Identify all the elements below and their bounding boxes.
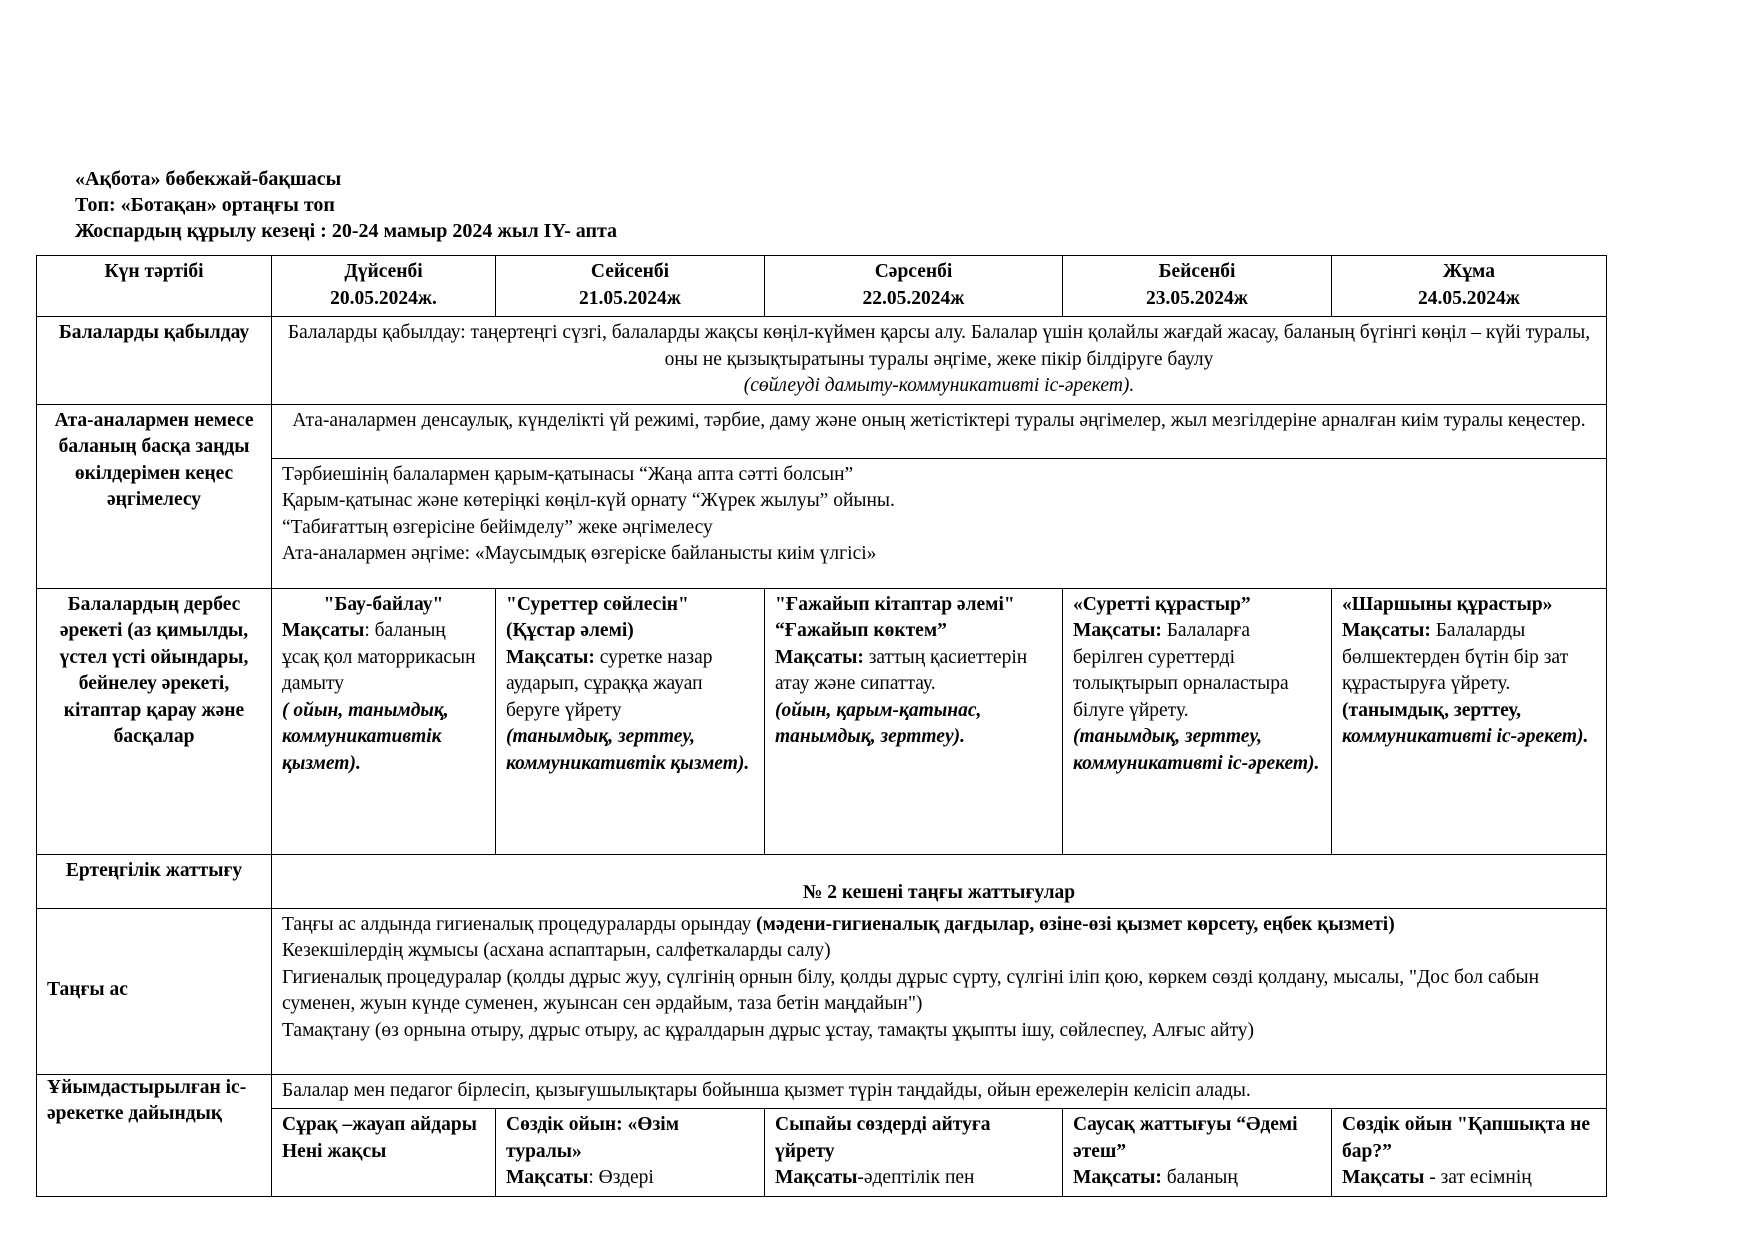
goal-label: Мақсаты: (775, 646, 864, 668)
activity-cell-friday (1332, 588, 1607, 854)
prep-title: Саусақ жаттығуы “Әдемі әтеш” (1073, 1114, 1298, 1162)
goal-label: Мақсаты (775, 1167, 858, 1188)
activity-note-bold: (танымдық, зерттеу, (1342, 699, 1521, 721)
reception-note: (сөйлеуді дамыту-коммуникативті іс-әрекет). (743, 375, 1135, 396)
parents-activity-item: Ата-аналармен әңгіме: «Маусымдық өзгеріске байланысты киім үлгісі» (282, 543, 877, 564)
header-day-friday: Жұма 24.05.2024ж (1332, 256, 1607, 317)
parents-activities-cell (272, 458, 1607, 588)
header-day-thursday: Бейсенбі 23.05.2024ж (1063, 256, 1332, 317)
activity-cell-monday (272, 588, 496, 854)
goal-text: : Өздері (588, 1167, 654, 1188)
activity-note: (танымдық, зерттеу, коммуникативті іс-әрекет). (1073, 726, 1320, 774)
goal-text: баланың (1161, 1167, 1238, 1188)
table-row-breakfast (37, 908, 1607, 1074)
activity-note: ( ойын, танымдық, коммуникативтік қызмет). (282, 699, 449, 774)
prep-cell-monday (272, 1109, 496, 1197)
table-row-organized-prep-1 (37, 1074, 1607, 1109)
breakfast-line2: Кезекшілердің жұмысы (асхана аспаптарын, салфеткаларды салу) (282, 940, 831, 961)
goal-text: -әдептілік пен (857, 1167, 975, 1188)
breakfast-line3: Гигиеналық процедуралар (қолды дұрыс жуу, сүлгінің орнын білу, қолды дұрыс сүрту, сүлгіні іліп қою, көркем сөзді қолдану, мысалы, "Дос бол сабын суменен, жуын күнде суменен, жуынсан сен әрдайым, таза бетін маңдайын") (282, 966, 1540, 1014)
goal-label: Мақсаты: (1073, 1167, 1162, 1188)
row-label-independent-activity: Балалардың дербес әрекеті (аз қимылды, үстел үсті ойындары, бейнелеу әрекеті, кітаптар қарау және басқалар (37, 588, 272, 854)
breakfast-line4: Тамақтану (өз орнына отыру, дұрыс отыру, ас құралдарын дұрыс ұстау, тамақты ұқыпты ішу, сөйлеспеу, Алғыс айту) (282, 1019, 1255, 1041)
prep-cell-thursday (1063, 1109, 1332, 1197)
goal-text: заттың қасиеттерін атау және сипаттау. (775, 646, 1028, 694)
reception-text: Балаларды қабылдау: таңертеңгі сүзгі, балаларды жақсы көңіл-күймен қарсы алу. Балалар үшін қолайлы жағдай жасау, баланың бүгінгі көңіл – күйі туралы, оны не қызықтыратыны туралы әңгіме, жеке пікір білдіруге баулу (287, 322, 1591, 370)
table-row-parents-2 (37, 458, 1607, 588)
goal-label: Мақсаты (506, 1167, 589, 1188)
goal-text: суретке назар аударып, сұраққа жауап беруге үйрету (506, 646, 713, 721)
prep-title: Сыпайы сөздерді айтуға үйрету (775, 1114, 991, 1162)
plan-period: Жоспардың құрылу кезеңі : 20-24 мамыр 2024 жыл IY- апта (75, 220, 618, 242)
goal-label: Мақсаты: (506, 646, 595, 668)
kindergarten-name: «Ақбота» бөбекжай-бақшасы (75, 168, 342, 190)
activity-note: коммуникативті іс-әрекет). (1342, 726, 1589, 747)
goal-text: Балаларға берілген суреттерді толықтырып орналастыра білуге үйрету. (1073, 620, 1289, 721)
activity-title: "Суреттер сөйлесін" (Құстар әлемі) (506, 593, 689, 641)
prep-cell-friday (1332, 1109, 1607, 1197)
prep-cell-tuesday (496, 1109, 765, 1197)
row-label-reception: Балаларды қабылдау (37, 317, 272, 405)
activity-title: «Суретті құрастыр” (1073, 593, 1251, 615)
prep-title: Сөздік ойын: «Өзім туралы» (506, 1114, 679, 1162)
row-label-breakfast: Таңғы ас (37, 908, 272, 1074)
goal-label: Мақсаты: (1073, 620, 1162, 641)
activity-title: "Бау-байлау" (323, 593, 444, 615)
prep-title-2: Нені жақсы (282, 1140, 387, 1162)
parents-activity-item: “Табиғаттың өзгерісіне бейімделу” жеке әңгімелесу (282, 516, 713, 538)
goal-text: - зат есімнің (1424, 1167, 1532, 1188)
header-day-monday: Дүйсенбі 20.05.2024ж. (272, 256, 496, 317)
row-label-morning-exercise: Ертеңгілік жаттығу (37, 854, 272, 908)
header-day-wednesday: Сәрсенбі 22.05.2024ж (765, 256, 1063, 317)
header-daily-routine: Күн тәртібі (37, 256, 272, 317)
parents-consultation-text: Ата-аналармен денсаулық, күнделікті үй режимі, тәрбие, даму және оның жетістіктері туралы әңгімелер, жыл мезгілдеріне арналған киім туралы кеңестер. (272, 404, 1607, 458)
activity-title: «Шаршыны құрастыр» (1342, 593, 1553, 615)
activity-cell-tuesday (496, 588, 765, 854)
activity-title: "Ғажайып кітаптар әлемі" “Ғажайып көктем” (775, 593, 1015, 641)
goal-text: Балаларды бөлшектерден бүтін бір зат құрастыруға үйрету. (1342, 620, 1569, 694)
row-label-parents: Ата-аналармен немесе баланың басқа заңды өкілдерімен кеңес әңгімелесу (37, 404, 272, 588)
table-row-parents-1 (37, 404, 1607, 458)
table-row-reception (37, 317, 1607, 405)
goal-label: Мақсаты (282, 620, 365, 641)
goal-text: : баланың ұсақ қол маторрикасын дамыту (282, 620, 476, 694)
morning-exercise-text: № 2 кешені таңғы жаттығулар (272, 854, 1607, 908)
parents-activity-item: Тәрбиешінің балалармен қарым-қатынасы “Жаңа апта сәтті болсын” (282, 463, 854, 485)
reception-cell (272, 317, 1607, 405)
prep-title: Сөздік ойын "Қапшықта не бар?” (1342, 1114, 1590, 1162)
activity-cell-wednesday (765, 588, 1063, 854)
prep-cell-wednesday (765, 1109, 1063, 1197)
organized-prep-intro: Балалар мен педагог бірлесіп, қызығушылықтары бойынша қызмет түрін таңдайды, ойын ережелерін келісіп алады. (272, 1074, 1607, 1109)
prep-title: Сұрақ –жауап айдары (282, 1114, 477, 1135)
document-header (75, 166, 617, 244)
row-label-organized-prep: Ұйымдастырылған іс-әрекетке дайындық (37, 1074, 272, 1196)
breakfast-cell (272, 908, 1607, 1074)
table-header-row (37, 256, 1607, 317)
activity-note: (танымдық, зерттеу, коммуникативтік қызмет). (506, 726, 750, 774)
parents-activity-item: Қарым-қатынас және көтеріңкі көңіл-күй орнату “Жүрек жылуы” ойыны. (282, 490, 895, 511)
header-day-tuesday: Сейсенбі 21.05.2024ж (496, 256, 765, 317)
goal-label: Мақсаты: (1342, 620, 1431, 641)
table-row-morning-exercise (37, 854, 1607, 908)
table-row-independent-activity (37, 588, 1607, 854)
goal-label: Мақсаты (1342, 1167, 1425, 1188)
activity-note: (ойын, қарым-қатынас, танымдық, зерттеу). (775, 699, 982, 747)
table-row-organized-prep-2 (37, 1109, 1607, 1197)
activity-cell-thursday (1063, 588, 1332, 854)
breakfast-line1-bold: (мәдени-гигиеналық дағдылар, өзіне-өзі қызмет көрсету, еңбек қызметі) (756, 913, 1395, 935)
breakfast-line1: Таңғы ас алдында гигиеналық процедураларды орындау (282, 913, 757, 935)
group-name: Топ: «Ботақан» ортаңғы топ (75, 194, 335, 216)
weekly-plan-table (36, 255, 1607, 1197)
